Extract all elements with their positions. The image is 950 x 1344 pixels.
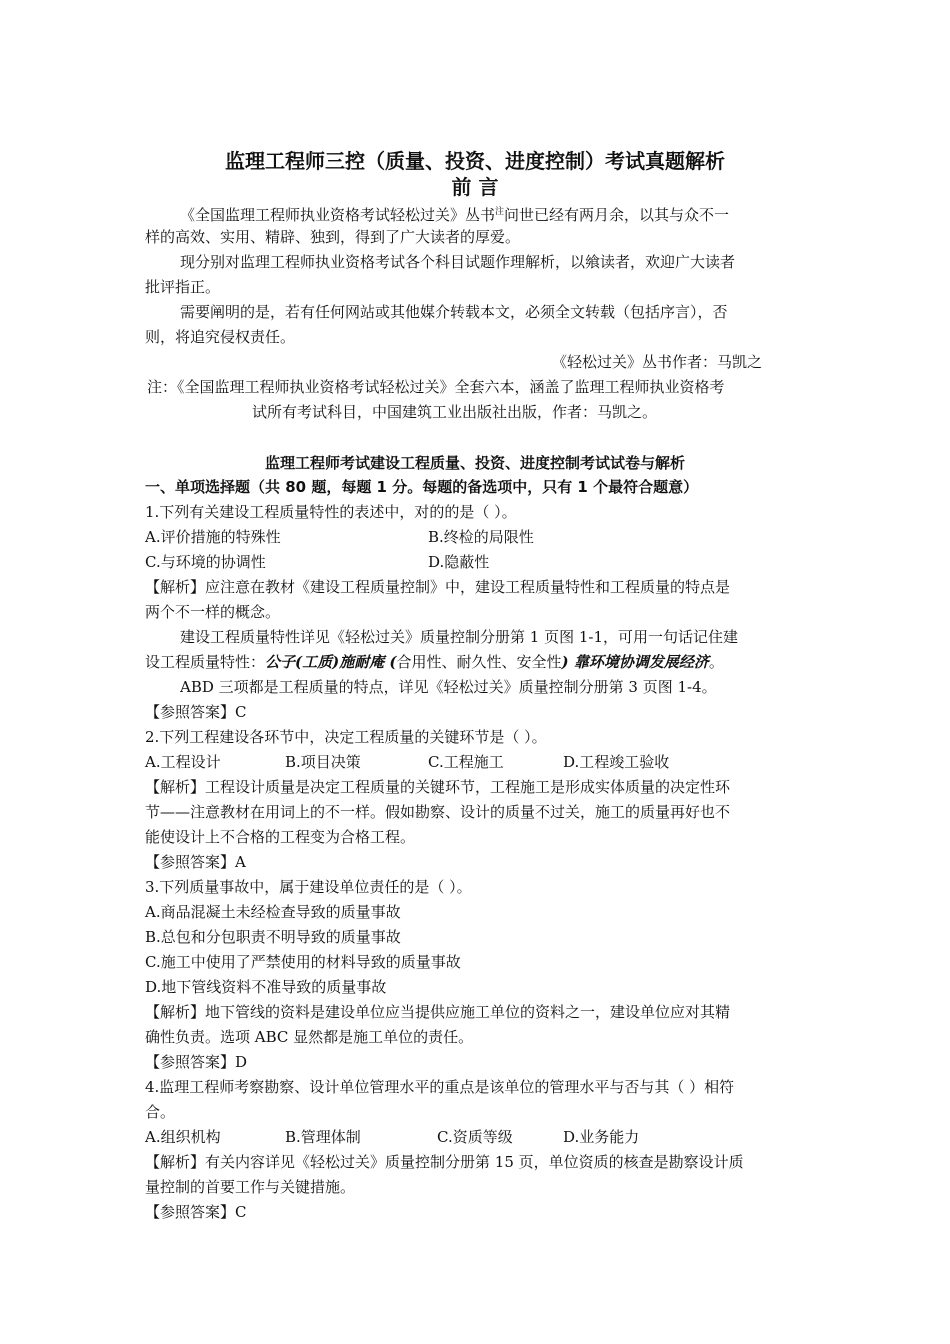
question-1-explanation-line-1: 【解析】应注意在教材《建设工程质量控制》中，建设工程质量特性和工程质量的特点是 xyxy=(145,578,731,596)
question-1-option-c: C.与环境的协调性 xyxy=(145,553,266,571)
section-heading: 一、单项选择题（共 80 题，每题 1 分。每题的备选项中，只有 1 个最符合题意） xyxy=(145,478,699,496)
question-3-explanation-line-2: 确性负责。选项 ABC 显然都是施工单位的责任。 xyxy=(145,1028,474,1046)
document-title: 监理工程师三控（质量、投资、进度控制）考试真题解析 xyxy=(225,149,725,173)
preface-author: 《轻松过关》丛书作者：马凯之 xyxy=(552,353,763,371)
question-3-option-c: C.施工中使用了严禁使用的材料导致的质量事故 xyxy=(145,953,461,971)
question-3-option-b: B.总包和分包职责不明导致的质量事故 xyxy=(145,928,401,946)
question-4-option-b: B.管理体制 xyxy=(285,1128,361,1146)
question-4-answer: 【参照答案】C xyxy=(145,1203,247,1221)
preface-paragraph-1-line-2: 样的高效、实用、精辟、独到，得到了广大读者的厚爱。 xyxy=(145,228,521,246)
question-3-explanation-line-1: 【解析】地下管线的资料是建设单位应当提供应施工单位的资料之一，建设单位应对其精 xyxy=(145,1003,731,1021)
footnote-marker: 注 xyxy=(495,207,505,217)
question-3-stem: 3.下列质量事故中，属于建设单位责任的是（ ）。 xyxy=(145,878,472,896)
question-4-stem-line-1: 4.监理工程师考察勘察、设计单位管理水平的重点是该单位的管理水平与否与其（ ）相符 xyxy=(145,1078,735,1096)
question-1-option-d: D.隐蔽性 xyxy=(428,553,490,571)
question-2-option-c: C.工程施工 xyxy=(428,753,504,771)
question-1-explanation-line-2: 两个不一样的概念。 xyxy=(145,603,281,621)
question-2-answer: 【参照答案】A xyxy=(145,853,246,871)
question-1-answer: 【参照答案】C xyxy=(145,703,247,721)
question-1-option-a: A.评价措施的特殊性 xyxy=(145,528,281,546)
exam-title: 监理工程师考试建设工程质量、投资、进度控制考试试卷与解析 xyxy=(264,454,685,472)
mnemonic-handwritten-2: ) 靠环境协调发展经济 xyxy=(561,653,709,671)
question-4-option-d: D.业务能力 xyxy=(563,1128,640,1146)
question-4-stem-line-2: 合。 xyxy=(145,1103,176,1121)
question-4-explanation-line-1: 【解析】有关内容详见《轻松过关》质量控制分册第 15 页，单位资质的核查是勘察设计质 xyxy=(145,1153,744,1171)
preface-paragraph-3-line-1: 需要阐明的是，若有任何网站或其他媒介转载本文，必须全文转载（包括序言），否 xyxy=(180,303,728,321)
question-1-explanation-line-5: ABD 三项都是工程质量的特点，详见《轻松过关》质量控制分册第 3 页图 1-4。 xyxy=(180,678,717,696)
question-2-explanation-line-3: 能使设计上不合格的工程变为合格工程。 xyxy=(145,828,416,846)
preface-paragraph-1-line-1: 《全国监理工程师执业资格考试轻松过关》丛书$^注$问世已经有两月余，以其与众不一 xyxy=(180,206,730,224)
question-3-option-d: D.地下管线资料不准导致的质量事故 xyxy=(145,978,387,996)
mnemonic-handwritten-1: 公子(工质)施耐庵 ( xyxy=(265,653,397,671)
question-1-stem: 1.下列有关建设工程质量特性的表述中，对的的是（ ）。 xyxy=(145,503,517,521)
question-2-option-d: D.工程竣工验收 xyxy=(563,753,670,771)
preface-paragraph-3-line-2: 则，将追究侵权责任。 xyxy=(145,328,296,346)
question-2-explanation-line-2: 节——注意教材在用词上的不一样。假如勘察、设计的质量不过关，施工的质量再好也不 xyxy=(145,803,731,821)
question-4-explanation-line-2: 量控制的首要工作与关键措施。 xyxy=(145,1178,356,1196)
question-4-option-c: C.资质等级 xyxy=(437,1128,513,1146)
question-3-answer: 【参照答案】D xyxy=(145,1053,248,1071)
question-1-explanation-line-4: 设工程质量特性：公子(工质)施耐庵 (合用性、耐久性、安全性) 靠环境协调发展经济。 xyxy=(145,653,724,671)
question-2-option-b: B.项目决策 xyxy=(285,753,361,771)
question-2-option-a: A.工程设计 xyxy=(145,753,221,771)
preface-heading: 前 言 xyxy=(451,175,499,199)
preface-paragraph-2-line-2: 批评指正。 xyxy=(145,278,221,296)
question-3-option-a: A.商品混凝土未经检查导致的质量事故 xyxy=(145,903,401,921)
question-4-option-a: A.组织机构 xyxy=(145,1128,221,1146)
question-2-stem: 2.下列工程建设各环节中，决定工程质量的关键环节是（ ）。 xyxy=(145,728,547,746)
preface-note-line-2: 试所有考试科目，中国建筑工业出版社出版，作者：马凯之。 xyxy=(252,403,658,421)
question-1-option-b: B.终检的局限性 xyxy=(428,528,534,546)
question-2-explanation-line-1: 【解析】工程设计质量是决定工程质量的关键环节，工程施工是形成实体质量的决定性环 xyxy=(145,778,731,796)
preface-note-line-1: 注：《全国监理工程师执业资格考试轻松过关》全套六本，涵盖了监理工程师执业资格考 xyxy=(147,378,725,396)
question-1-explanation-line-3: 建设工程质量特性详见《轻松过关》质量控制分册第 1 页图 1-1，可用一句话记住建 xyxy=(180,628,739,646)
preface-paragraph-2-line-1: 现分别对监理工程师执业资格考试各个科目试题作理解析，以飨读者，欢迎广大读者 xyxy=(180,253,736,271)
